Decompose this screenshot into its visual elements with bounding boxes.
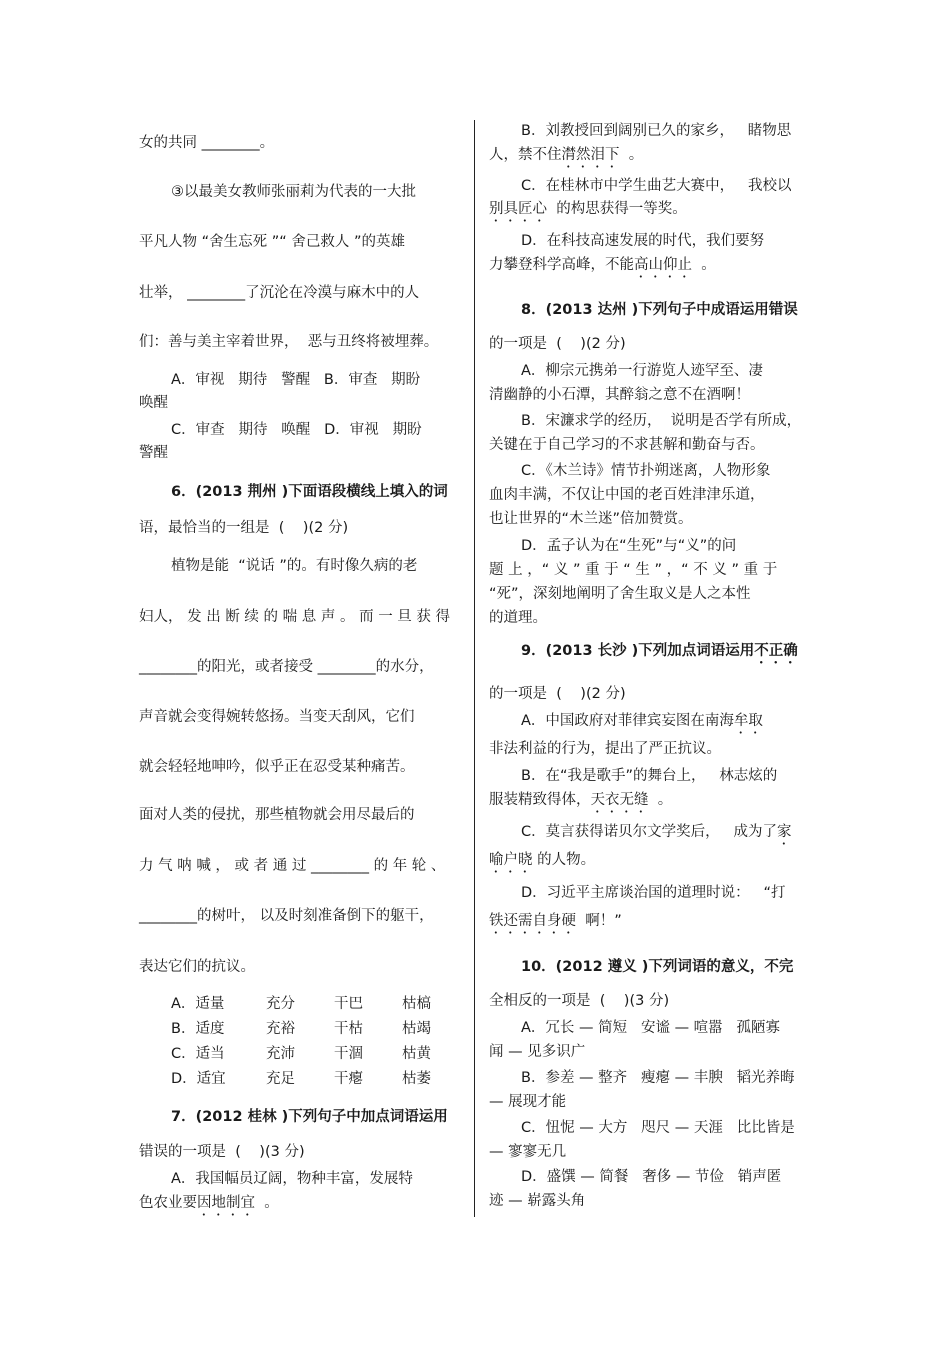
q9-option-c-line1 — [521, 823, 791, 848]
text: 力攀登科学高峰，不能 — [489, 257, 634, 273]
q6-passage-line6: 面对人类的侵扰，那些植物就会用尽最后的 — [139, 807, 415, 823]
text: 。 — [255, 1195, 279, 1211]
sentence-3-line1: ③以最美女教师张丽莉为代表的一大批 — [171, 184, 416, 200]
q9-option-d-line2 — [489, 912, 622, 937]
q6-title: 6．(2013 荆州 )下面语段横线上填入的词 — [171, 484, 448, 500]
q6-passage-line7: 力 气 呐 喊 ， 或 者 通 过 ________ 的 年 轮 、 — [139, 858, 446, 874]
sentence-3-line4: 们：善与美主宰着世界， 恶与丑终将被埋葬。 — [139, 334, 439, 350]
text: 。 — [692, 257, 716, 273]
dotted-term: 别具匠心 — [489, 201, 547, 217]
q9-option-d-line1: D．习近平主席谈治国的道理时说： “打 — [521, 885, 786, 901]
q10-option-b-line2: — 展现才能 — [489, 1094, 567, 1110]
q10-title-cont: 全相反的一项是 ( )(3 分) — [489, 993, 670, 1009]
text: 人，禁不住 — [489, 147, 562, 163]
q7-option-c-line2 — [489, 200, 687, 225]
q9-option-a-line2: 非法利益的行为，提出了严正抗议。 — [489, 741, 721, 757]
dotted-term: 家 — [776, 824, 792, 840]
q6-option-b — [171, 1020, 462, 1038]
column-divider — [474, 120, 475, 1217]
q8-option-b-line2: 关键在于自己学习的不求甚解和勤奋与否。 — [489, 437, 765, 453]
q8-option-c-line2: 血肉丰满，不仅让中国的老百姓津津乐道， — [489, 487, 765, 503]
q5-options-line3: C．审查 期待 唤醒 D．审视 期盼 — [171, 422, 422, 438]
q6-option-c — [171, 1045, 462, 1063]
q10-title: 10．(2012 遵义 )下列词语的意义，不完 — [521, 959, 794, 975]
text: 。 — [619, 147, 644, 163]
text: 9．(2013 长沙 )下列加点词语运用 — [521, 643, 755, 659]
q7-option-b-line2 — [489, 146, 643, 171]
option-word: 充裕 — [266, 1021, 295, 1037]
option-label: D．适宜 — [171, 1071, 226, 1087]
option-word: 枯黄 — [402, 1046, 431, 1062]
q8-option-a-line2: 清幽静的小石潭，其醉翁之意不在酒啊！ — [489, 387, 750, 403]
option-word: 干巴 — [334, 996, 363, 1012]
option-word: 枯竭 — [402, 1021, 431, 1037]
q7-option-d-line2 — [489, 256, 716, 281]
q10-option-c-line1: C．忸怩 — 大方 咫尺 — 天涯 比比皆是 — [521, 1120, 795, 1136]
dotted-term: 不正确 — [754, 643, 798, 659]
q5-options-line4: 警醒 — [139, 445, 168, 461]
q7-option-d-line1: D．在科技高速发展的时代，我们要努 — [521, 233, 765, 249]
q8-option-d-line3: “死”，深刻地阐明了舍生取义是人之本性 — [489, 586, 751, 602]
q7-option-c-line1: C．在桂林市中学生曲艺大赛中， 我校以 — [521, 178, 792, 194]
blank-line-end: 女的共同 ________。 — [139, 135, 275, 151]
text: 色农业要 — [139, 1195, 197, 1211]
dotted-term: 因地制宜 — [197, 1195, 255, 1211]
q10-option-a-line1: A．冗长 — 简短 安谧 — 喧嚣 孤陋寡 — [521, 1020, 781, 1036]
option-label: C．适当 — [171, 1046, 225, 1062]
q6-passage-line3: ________的阳光，或者接受 ________的水分， — [139, 659, 434, 675]
text: 服装精致得体， — [489, 792, 591, 808]
text: 的构思获得一等奖。 — [547, 201, 687, 217]
q9-title — [521, 642, 798, 667]
q8-option-b-line1: B．宋濂求学的经历， 说明是否学有所成， — [521, 413, 802, 429]
option-word: 充沛 — [266, 1046, 295, 1062]
option-word: 枯槁 — [402, 996, 431, 1012]
q9-option-c-line2 — [489, 851, 595, 876]
q6-passage-line5: 就会轻轻地呻吟，似乎正在忍受某种痛苦。 — [139, 759, 415, 775]
q10-option-a-line2: 闻 — 见多识广 — [489, 1044, 586, 1060]
dotted-term: 喻户晓 — [489, 852, 533, 868]
option-word: 干枯 — [334, 1021, 363, 1037]
q6-passage-line9: 表达它们的抗议。 — [139, 959, 255, 975]
q9-option-a-line1 — [521, 712, 763, 737]
dotted-term: 天衣无缝 — [590, 792, 649, 808]
q6-passage-line2: 妇人， 发 出 断 续 的 喘 息 声 。 而 一 旦 获 得 — [139, 609, 451, 625]
sentence-3-line2: 平凡人物 “舍生忘死 ”“ 舍己救人 ”的英雄 — [139, 234, 405, 250]
q8-option-d-line1: D．孟子认为在“生死”与“义”的问 — [521, 538, 737, 554]
q9-option-b-line2 — [489, 791, 672, 816]
dotted-term: 潸然泪下 — [561, 147, 620, 163]
q10-option-c-line2: — 寥寥无几 — [489, 1144, 567, 1160]
text: A．中国政府对菲律宾妄图在南海 — [521, 713, 734, 729]
q10-option-d-line2: 迹 — 崭露头角 — [489, 1193, 586, 1209]
dotted-term: 高山仰止 — [634, 257, 692, 273]
q8-option-c-line3: 也让世界的“木兰迷”倍加赞赏。 — [489, 511, 693, 527]
q6-passage-line4: 声音就会变得婉转悠扬。当变天刮风，它们 — [139, 709, 415, 725]
text: C．莫言获得诺贝尔文学奖后， 成为了 — [521, 824, 777, 840]
q5-options-line2: 唤醒 — [139, 395, 168, 411]
q10-option-d-line1: D．盛馔 — 简餐 奢侈 — 节俭 销声匿 — [521, 1169, 782, 1185]
option-word: 充足 — [266, 1071, 295, 1087]
option-label: B．适度 — [171, 1021, 225, 1037]
q6-option-d — [171, 1070, 462, 1088]
q8-option-d-line2: 题 上 ，“ 义 ” 重 于 “ 生 ” ，“ 不 义 ” 重 于 — [489, 562, 778, 578]
q9-option-b-line1: B．在“我是歌手”的舞台上， 林志炫的 — [521, 768, 778, 784]
text: 啊！” — [576, 913, 622, 929]
text: 。 — [648, 792, 673, 808]
q9-title-cont: 的一项是 ( )(2 分) — [489, 686, 626, 702]
q8-title: 8．(2013 达州 )下列句子中成语运用错误 — [521, 302, 798, 318]
option-word: 干瘪 — [334, 1071, 363, 1087]
q6-passage-line8: ________的树叶， 以及时刻准备倒下的躯干， — [139, 908, 434, 924]
q8-option-d-line4: 的道理。 — [489, 610, 547, 626]
q6-passage-line1: 植物是能 “说话 ”的。有时像久病的老 — [171, 558, 418, 574]
q7-title: 7．(2012 桂林 )下列句子中加点词语运用 — [171, 1109, 448, 1125]
sentence-3-line3: 壮举， ________了沉沦在冷漠与麻木中的人 — [139, 285, 420, 301]
option-word: 干涸 — [334, 1046, 363, 1062]
text: 的人物。 — [532, 852, 596, 868]
q8-option-a-line1: A．柳宗元携弟一行游览人迹罕至、凄 — [521, 363, 763, 379]
q8-title-cont: 的一项是 ( )(2 分) — [489, 336, 626, 352]
option-label: A．适量 — [171, 996, 225, 1012]
dotted-term: 铁还需自身硬 — [489, 913, 576, 929]
q10-option-b-line1: B．参差 — 整齐 瘦瘪 — 丰腴 韬光养晦 — [521, 1070, 795, 1086]
q7-option-a-line2 — [139, 1194, 279, 1219]
q8-option-c-line1: C．《木兰诗》情节扑朔迷离，人物形象 — [521, 463, 771, 479]
dotted-term: 牟取 — [733, 713, 763, 729]
option-word: 充分 — [266, 996, 295, 1012]
q6-option-a — [171, 995, 462, 1013]
q6-title-cont: 语，最恰当的一组是 ( )(2 分) — [139, 520, 349, 536]
q7-title-cont: 错误的一项是 ( )(3 分) — [139, 1144, 305, 1160]
q5-options-line1: A．审视 期待 警醒 B．审查 期盼 — [171, 372, 421, 388]
q7-option-b-line1: B．刘教授回到阔别已久的家乡， 睹物思 — [521, 123, 792, 139]
q7-option-a-line1: A．我国幅员辽阔，物种丰富，发展特 — [171, 1171, 413, 1187]
option-word: 枯萎 — [402, 1071, 431, 1087]
